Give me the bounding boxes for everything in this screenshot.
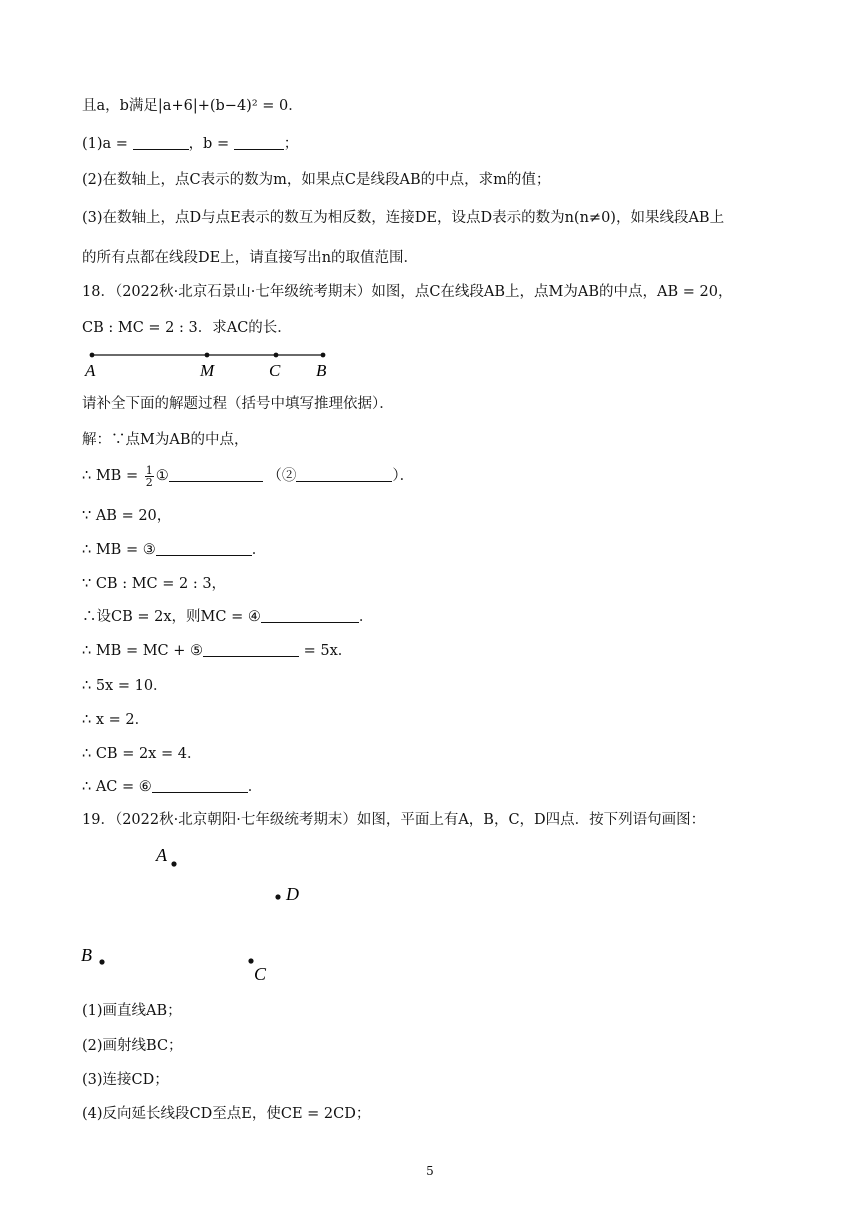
text: ∴ MB = MC + ⑤: [82, 643, 204, 659]
text: ∴ AC = ⑥: [82, 779, 152, 795]
question-line: (1)画直线AB；: [82, 1003, 182, 1019]
question-line: 18．（2022秋·北京石景山·七年级统考期末）如图，点C在线段AB上，点M为AB的中点，AB = 20，: [82, 284, 733, 300]
text: = 5x．: [299, 643, 353, 659]
solution-line: ∵ CB : MC = 2 : 3，: [82, 576, 227, 592]
solution-line: [82, 540, 266, 560]
answer-blank: [296, 467, 392, 482]
answer-blank: [203, 642, 299, 657]
point-a: [171, 861, 176, 866]
text: ∴ MB =: [82, 468, 143, 484]
question-line: (4)反向延长线段CD至点E，使CE = 2CD；: [82, 1106, 371, 1122]
point-b: [99, 959, 104, 964]
segment-figure: [80, 344, 340, 380]
text: ∴ MB = ③: [82, 542, 156, 558]
solution-line: ∴ 5x = 10．: [82, 678, 168, 694]
text: （②: [267, 468, 297, 484]
answer-blank: [261, 608, 359, 623]
text: ，b =: [188, 136, 234, 152]
question-line: 的所有点都在线段DE上，请直接写出n的取值范围．: [82, 250, 419, 266]
point-m: [205, 353, 210, 358]
fraction-denominator: 2: [145, 475, 153, 489]
question-line: (2)在数轴上，点C表示的数为m，如果点C是线段AB的中点，求m的值；: [82, 172, 551, 188]
solution-line: ∴ x = 2．: [82, 712, 150, 728]
text: ①: [155, 468, 169, 484]
question-line: 19．（2022秋·北京朝阳·七年级统考期末）如图，平面上有A，B，C，D四点．按下列语句画图：: [82, 812, 706, 828]
point-b: [321, 353, 326, 358]
text: ．: [247, 779, 263, 795]
answer-blank: [133, 135, 189, 150]
point-a: [90, 353, 95, 358]
answer-blank: [169, 467, 263, 482]
solution-line: [82, 777, 262, 797]
solution-line: [82, 462, 414, 490]
text: (1)a =: [82, 136, 133, 152]
label-c: C: [269, 361, 281, 380]
question-line: (2)画射线BC；: [82, 1038, 183, 1054]
label-m: M: [200, 361, 215, 380]
fraction: [145, 465, 154, 488]
question-line: (3)在数轴上，点D与点E表示的数互为相反数，连接DE，设点D表示的数为n(n≠0)，如果线段AB上: [82, 210, 725, 226]
points-figure: [70, 840, 330, 990]
answer-blank: [152, 778, 248, 793]
text-line: 且a，b满足|a+6|+(b−4)² = 0．: [82, 98, 303, 114]
solution-line: ∴ CB = 2x = 4．: [82, 746, 202, 762]
text: ；: [283, 136, 299, 152]
text: ）．: [392, 468, 415, 484]
text: ．: [358, 609, 374, 625]
answer-blank: [156, 541, 252, 556]
solution-line: [82, 607, 373, 627]
point-c: [248, 958, 253, 963]
point-c: [274, 353, 279, 358]
solution-line: [82, 641, 352, 661]
label-b: B: [81, 945, 92, 965]
solution-line: ∵ AB = 20，: [82, 508, 172, 524]
text: ．: [251, 542, 267, 558]
label-b: B: [316, 361, 327, 380]
instruction-line: 请补全下面的解题过程（括号中填写推理依据）．: [82, 396, 394, 412]
label-a: A: [85, 361, 96, 380]
answer-blank: [234, 135, 284, 150]
solution-line: 解：∵点M为AB的中点，: [82, 432, 249, 448]
label-d: D: [286, 884, 299, 904]
question-line: (3)连接CD；: [82, 1072, 169, 1088]
label-c: C: [254, 964, 267, 984]
point-d: [275, 894, 280, 899]
page-number: 5: [426, 1164, 434, 1178]
label-a: A: [156, 845, 167, 865]
fraction-numerator: 1: [145, 463, 153, 477]
question-line: [82, 134, 298, 154]
question-line: CB : MC = 2 : 3．求AC的长．: [82, 320, 292, 336]
text: ∴设CB = 2x，则MC = ④: [82, 609, 261, 625]
